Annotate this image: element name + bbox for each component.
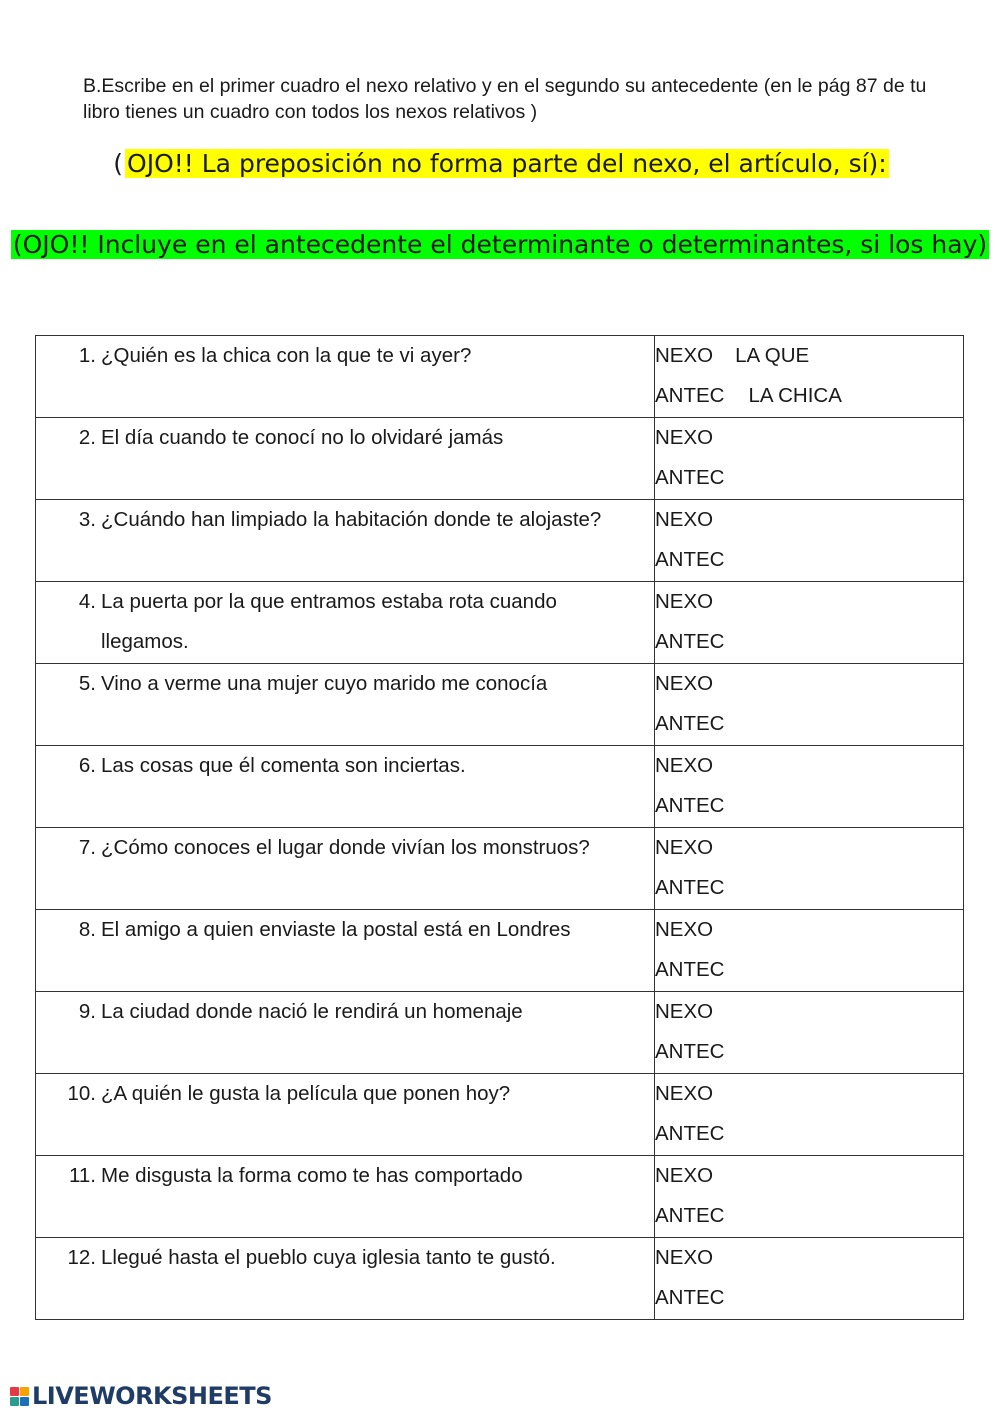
question-number: 12. <box>67 1246 96 1269</box>
question-text: El día cuando te conocí no lo olvidaré jamás <box>101 426 504 449</box>
antec-label: ANTEC <box>655 794 725 817</box>
question-text: Llegué hasta el pueblo cuya iglesia tanto te gustó. <box>101 1246 556 1269</box>
antec-label: ANTEC <box>655 1122 725 1145</box>
nexo-label: NEXO <box>655 344 714 367</box>
exercise-row <box>36 992 964 1074</box>
question-cell <box>36 1156 655 1238</box>
antec-line <box>655 458 963 498</box>
question-number: 3. <box>78 508 96 531</box>
answer-cell <box>655 828 964 910</box>
question-cell <box>36 582 655 664</box>
exercise-table <box>35 335 964 1320</box>
antec-answer[interactable]: LA CHICA <box>748 384 842 407</box>
antec-label: ANTEC <box>655 1204 725 1227</box>
question-text: ¿Cuándo han limpiado la habitación donde te alojaste? <box>101 508 602 531</box>
exercise-row <box>36 582 964 664</box>
nexo-label: NEXO <box>655 426 714 449</box>
exercise-row <box>36 1238 964 1320</box>
question-number: 9. <box>78 1000 96 1023</box>
instructions-text: B.Escribe en el primer cuadro el nexo relativo y en el segundo su antecedente (en le pág 87 de tu libro tienes un cuadro con todos los nexos relativos ) <box>83 75 927 123</box>
question-number: 7. <box>78 836 96 859</box>
question-cell <box>36 500 655 582</box>
nexo-label: NEXO <box>655 1164 714 1187</box>
nexo-label: NEXO <box>655 672 714 695</box>
antec-line <box>655 1032 963 1072</box>
answer-cell <box>655 746 964 828</box>
question-cell <box>36 746 655 828</box>
question-text: Las cosas que él comenta son inciertas. <box>101 754 466 777</box>
question-number: 4. <box>78 590 96 613</box>
question-cell <box>36 910 655 992</box>
question-number: 8. <box>78 918 96 941</box>
nexo-line <box>655 500 963 540</box>
antec-line <box>655 1196 963 1236</box>
antec-line <box>655 950 963 990</box>
antec-label: ANTEC <box>655 876 725 899</box>
question-number: 6. <box>78 754 96 777</box>
exercise-row <box>36 746 964 828</box>
nexo-line <box>655 1074 963 1114</box>
nexo-line <box>655 582 963 622</box>
question-text: ¿Quién es la chica con la que te vi ayer? <box>101 344 472 367</box>
antec-line <box>655 704 963 744</box>
exercise-row <box>36 1156 964 1238</box>
question-number: 1. <box>78 344 96 367</box>
exercise-row <box>36 1074 964 1156</box>
exercise-row <box>36 828 964 910</box>
answer-cell <box>655 910 964 992</box>
question-cell <box>36 828 655 910</box>
nexo-label: NEXO <box>655 1246 714 1269</box>
note-preposition <box>0 143 1000 184</box>
question-text: ¿A quién le gusta la película que ponen hoy? <box>101 1082 511 1105</box>
question-text: Me disgusta la forma como te has comportado <box>101 1164 523 1187</box>
question-number: 10. <box>67 1082 96 1105</box>
liveworksheets-logo <box>10 1382 272 1410</box>
note-preposition-highlight: OJO!! La preposición no forma parte del nexo, el artículo, sí): <box>127 149 887 178</box>
note-determinante <box>0 224 1000 265</box>
question-cell <box>36 1074 655 1156</box>
question-text: La puerta por la que entramos estaba rota cuando llegamos. <box>101 590 557 653</box>
nexo-label: NEXO <box>655 754 714 777</box>
question-cell <box>36 664 655 746</box>
note-open-paren: ( <box>113 149 124 178</box>
logo-text: LIVEWORKSHEETS <box>32 1382 272 1410</box>
nexo-answer[interactable]: LA QUE <box>735 344 810 367</box>
nexo-label: NEXO <box>655 1082 714 1105</box>
nexo-label: NEXO <box>655 1000 714 1023</box>
answer-cell <box>655 418 964 500</box>
note-determinante-highlight: (OJO!! Incluye en el antecedente el determinante o determinantes, si los hay) <box>12 230 988 259</box>
antec-line <box>655 540 963 580</box>
antec-label: ANTEC <box>655 548 725 571</box>
antec-line <box>655 622 963 662</box>
nexo-label: NEXO <box>655 508 714 531</box>
antec-label: ANTEC <box>655 466 725 489</box>
nexo-line <box>655 746 963 786</box>
question-text: ¿Cómo conoces el lugar donde vivían los monstruos? <box>101 836 590 859</box>
antec-label: ANTEC <box>655 712 725 735</box>
nexo-line <box>655 992 963 1032</box>
nexo-label: NEXO <box>655 918 714 941</box>
antec-label: ANTEC <box>655 1286 725 1309</box>
nexo-line <box>655 828 963 868</box>
question-text: Vino a verme una mujer cuyo marido me conocía <box>101 672 548 695</box>
answer-cell <box>655 336 964 418</box>
answer-cell <box>655 1074 964 1156</box>
question-cell <box>36 992 655 1074</box>
antec-line <box>655 376 963 416</box>
question-text: El amigo a quien enviaste la postal está en Londres <box>101 918 571 941</box>
nexo-line <box>655 1156 963 1196</box>
antec-line <box>655 1114 963 1154</box>
antec-label: ANTEC <box>655 1040 725 1063</box>
question-text: La ciudad donde nació le rendirá un homenaje <box>101 1000 523 1023</box>
exercise-row <box>36 664 964 746</box>
question-cell <box>36 336 655 418</box>
liveworksheets-logo-icon <box>10 1387 29 1406</box>
nexo-line <box>655 1238 963 1278</box>
question-number: 5. <box>78 672 96 695</box>
question-cell <box>36 418 655 500</box>
antec-label: ANTEC <box>655 958 725 981</box>
antec-label: ANTEC <box>655 630 725 653</box>
question-number: 11. <box>69 1164 96 1187</box>
antec-line <box>655 1278 963 1318</box>
antec-label: ANTEC <box>655 384 725 407</box>
nexo-line <box>655 418 963 458</box>
nexo-label: NEXO <box>655 836 714 859</box>
nexo-line <box>655 664 963 704</box>
answer-cell <box>655 582 964 664</box>
answer-cell <box>655 1238 964 1320</box>
exercise-row <box>36 418 964 500</box>
answer-cell <box>655 1156 964 1238</box>
exercise-row <box>36 500 964 582</box>
nexo-line <box>655 336 963 376</box>
answer-cell <box>655 664 964 746</box>
exercise-row <box>36 910 964 992</box>
answer-cell <box>655 992 964 1074</box>
question-cell <box>36 1238 655 1320</box>
exercise-row <box>36 336 964 418</box>
answer-cell <box>655 500 964 582</box>
nexo-label: NEXO <box>655 590 714 613</box>
nexo-line <box>655 910 963 950</box>
question-number: 2. <box>78 426 96 449</box>
antec-line <box>655 786 963 826</box>
antec-line <box>655 868 963 908</box>
